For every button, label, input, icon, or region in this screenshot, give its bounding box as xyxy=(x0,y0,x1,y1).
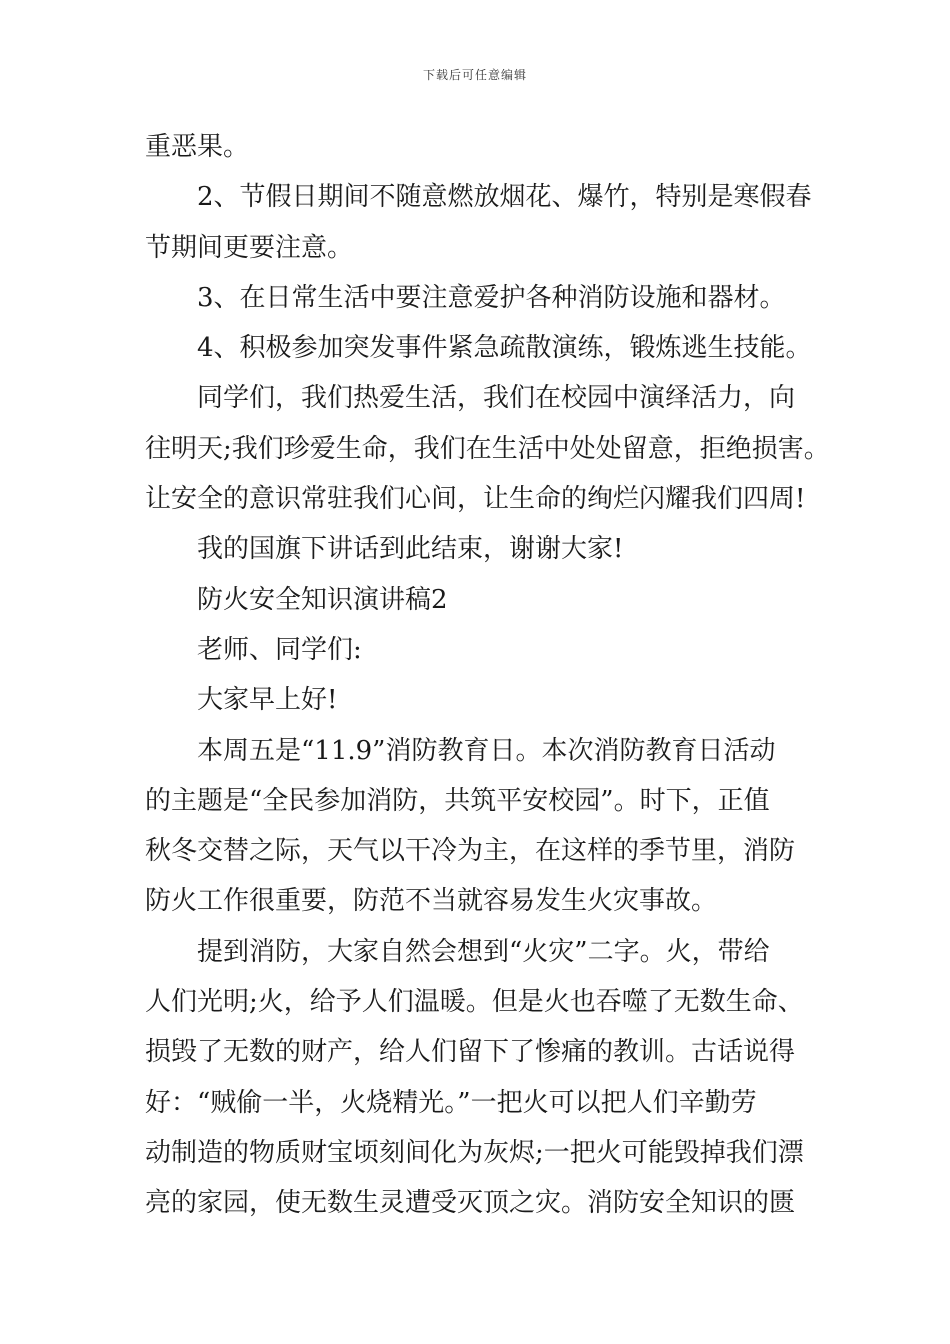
text-line: 本周五是“11.9”消防教育日。本次消防教育日活动 xyxy=(197,735,776,766)
document-body xyxy=(145,122,830,1229)
salutation: 老师、同学们: xyxy=(197,634,362,665)
text-line: 我的国旗下讲话到此结束，谢谢大家! xyxy=(197,534,624,565)
text-line: 动制造的物质财宝顷刻间化为灰烬;一把火可能毁掉我们漂 xyxy=(145,1137,804,1168)
greeting: 大家早上好! xyxy=(197,685,338,716)
text-line: 好：“贼偷一半，火烧精光。”一把火可以把人们辛勤劳 xyxy=(145,1087,757,1118)
text-line: 2、节假日期间不随意燃放烟花、爆竹，特别是寒假春 xyxy=(197,182,812,213)
text-line: 的主题是“全民参加消防，共筑平安校园”。时下，正值 xyxy=(145,785,770,816)
text-line: 重恶果。 xyxy=(145,132,250,162)
text-line: 防火工作很重要，防范不当就容易发生火灾事故。 xyxy=(145,886,718,917)
text-line: 往明天;我们珍爱生命，我们在生活中处处留意，拒绝损害。 xyxy=(145,433,830,464)
text-line: 4、积极参加突发事件紧急疏散演练，锻炼逃生技能。 xyxy=(197,333,812,364)
text-line: 人们光明;火，给予人们温暖。但是火也吞噬了无数生命、 xyxy=(145,987,804,1018)
text-line: 提到消防，大家自然会想到“火灾”二字。火，带给 xyxy=(197,936,770,967)
text-line: 3、在日常生活中要注意爱护各种消防设施和器材。 xyxy=(197,282,786,313)
text-line: 节期间更要注意。 xyxy=(145,232,354,263)
text-line: 秋冬交替之际，天气以干冷为主，在这样的季节里，消防 xyxy=(145,836,796,867)
section-title: 防火安全知识演讲稿2 xyxy=(197,584,448,615)
text-line: 损毁了无数的财产，给人们留下了惨痛的教训。古话说得 xyxy=(145,1037,796,1068)
text-line: 同学们，我们热爱生活，我们在校园中演绎活力，向 xyxy=(197,383,796,414)
page-header: 下载后可任意编辑 xyxy=(422,68,527,82)
text-line: 亮的家园，使无数生灵遭受灭顶之灾。消防安全知识的匮 xyxy=(145,1188,796,1219)
text-line: 让安全的意识常驻我们心间，让生命的绚烂闪耀我们四周! xyxy=(145,484,806,515)
